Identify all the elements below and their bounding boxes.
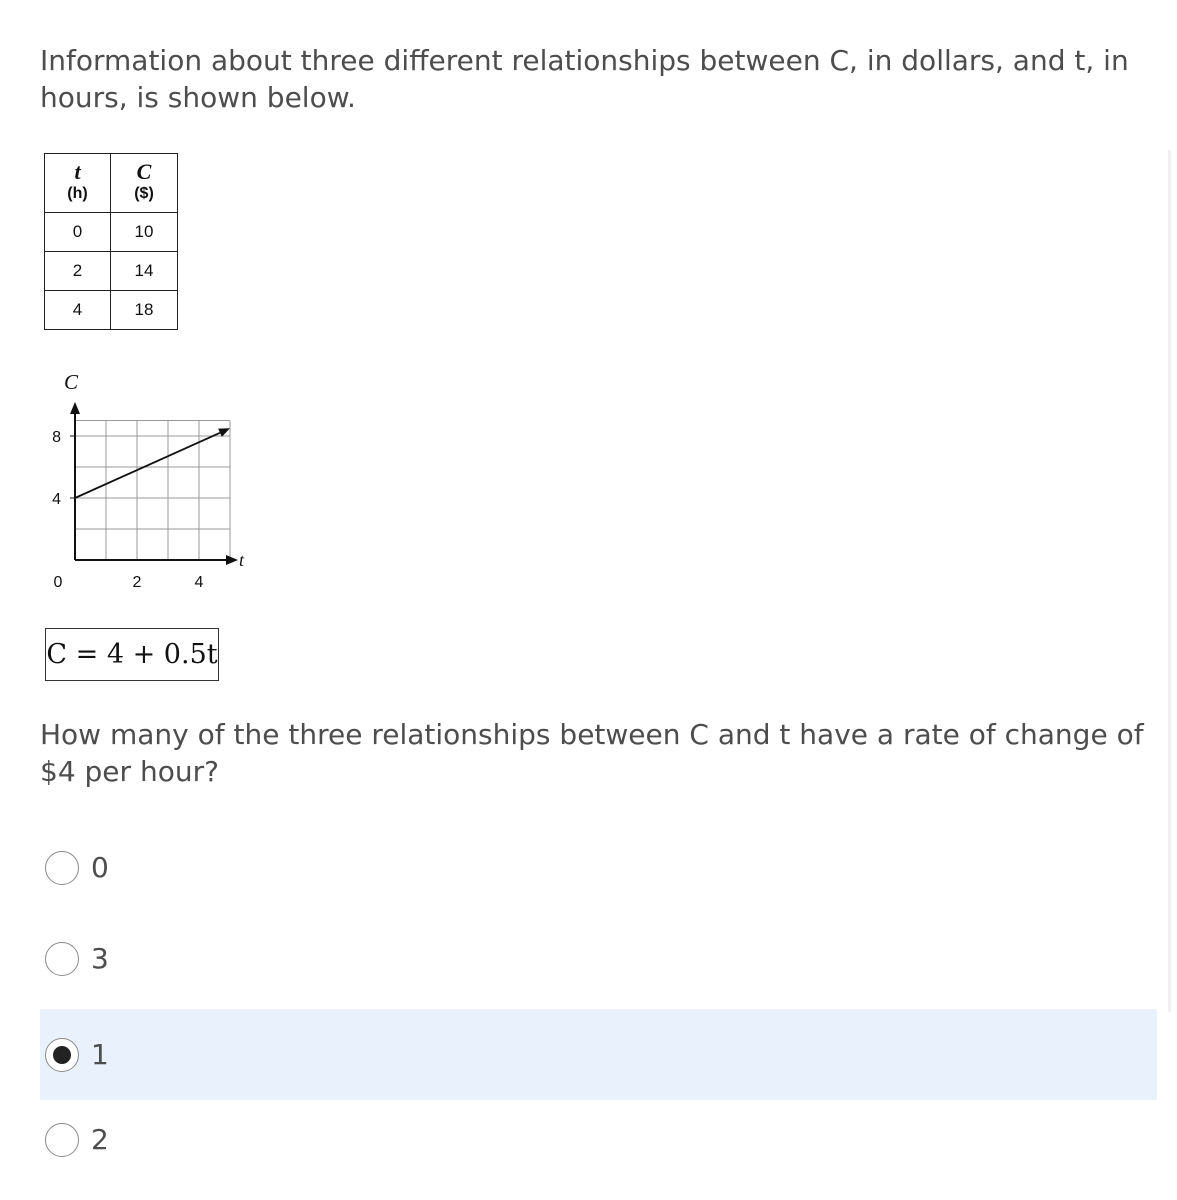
table-header-c: [111, 154, 178, 213]
grid: [75, 421, 230, 561]
radio-dot: [53, 1046, 71, 1064]
choice-label: 3: [91, 942, 109, 975]
radio-button[interactable]: [45, 1123, 79, 1157]
table-header-t: [45, 154, 111, 213]
data-table: [44, 153, 178, 330]
x-axis-label: t: [239, 550, 245, 570]
table-row: [45, 252, 178, 291]
x-tick-label: 0: [53, 574, 63, 591]
y-tick-label: 4: [52, 491, 61, 508]
table-row: [45, 291, 178, 330]
choice-option[interactable]: [40, 913, 1157, 1004]
choice-option[interactable]: [40, 822, 1157, 913]
table-cell: 4: [45, 291, 111, 330]
table-row: [45, 213, 178, 252]
table-cell: 0: [45, 213, 111, 252]
header-var: C: [136, 159, 152, 184]
choice-option[interactable]: [40, 1094, 1157, 1185]
header-unit: (h): [67, 185, 88, 202]
x-axis-arrow: [226, 555, 238, 565]
x-tick-label: 4: [194, 574, 204, 591]
scrollbar-track[interactable]: [1168, 150, 1171, 1012]
table-cell: 2: [45, 252, 111, 291]
table-cell: 14: [111, 252, 178, 291]
radio-button[interactable]: [45, 942, 79, 976]
series-line: [75, 433, 220, 498]
y-axis-label: C: [63, 370, 79, 394]
question-text: How many of the three relationships between C and t have a rate of change of $4 per hour?: [40, 718, 1144, 788]
choice-option-selected[interactable]: [40, 1009, 1157, 1100]
header-unit: ($): [134, 185, 154, 202]
table-cell: 10: [111, 213, 178, 252]
choice-label: 0: [91, 851, 109, 884]
equation-text: C = 4 + 0.5t: [46, 639, 218, 670]
y-axis-arrow: [70, 402, 80, 414]
table-cell: 18: [111, 291, 178, 330]
intro-text: Information about three different relationships between C, in dollars, and t, in hours, is shown below.: [40, 44, 1129, 114]
x-tick-label: 2: [132, 574, 142, 591]
choice-label: 2: [91, 1123, 109, 1156]
table-header-row: [45, 154, 178, 213]
choice-label: 1: [91, 1038, 109, 1071]
line-graph: [40, 362, 260, 602]
radio-button[interactable]: [45, 851, 79, 885]
series-layer: [75, 428, 230, 498]
y-tick-label: 8: [52, 429, 61, 446]
radio-button-selected[interactable]: [45, 1038, 79, 1072]
equation-box: [45, 628, 219, 681]
header-var: t: [74, 159, 81, 184]
